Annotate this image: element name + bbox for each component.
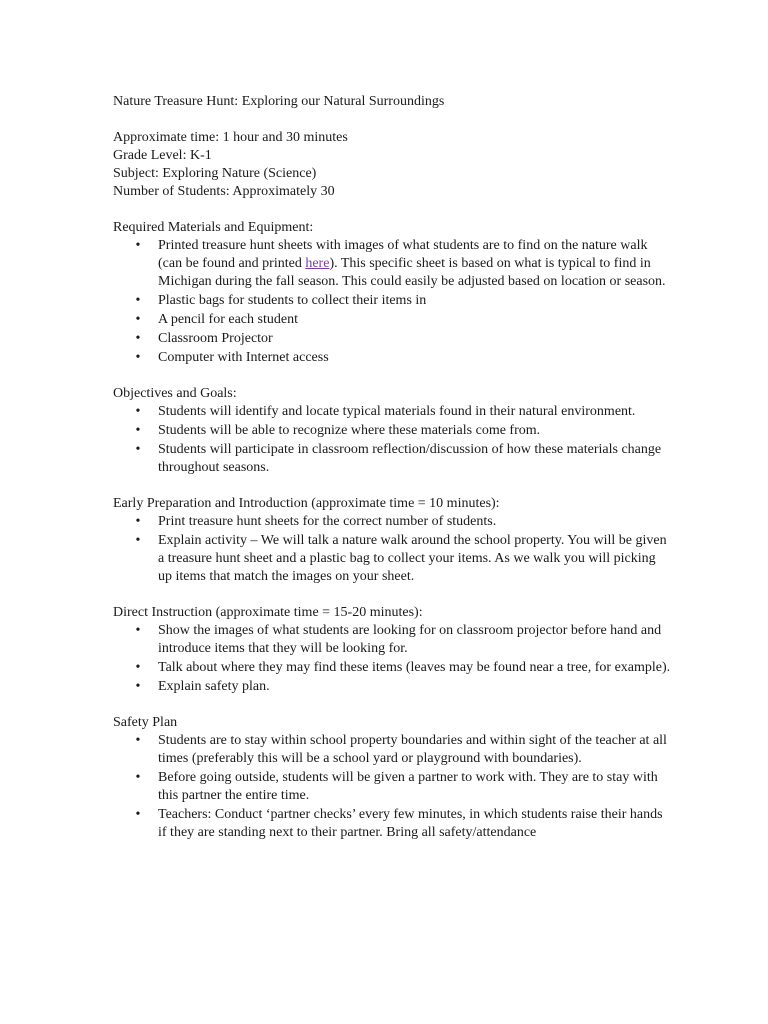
document-body: [113, 93, 673, 860]
list-item-text: Students will participate in classroom reflection/discussion of how these materials change throughout seasons.: [158, 442, 662, 475]
bullet-icon: •: [135, 733, 141, 748]
bullet-icon: •: [135, 350, 141, 365]
list-item-text: Printed treasure hunt sheets with images of what students are to find on the nature walk (can be found and printed: [158, 238, 648, 271]
direct-instruction-list: [113, 622, 673, 696]
list-item: [113, 806, 673, 842]
direct-instruction-section: [113, 604, 673, 696]
bullet-icon: •: [135, 807, 141, 822]
list-item-text: Talk about where they may find these items (leaves may be found near a tree, for example).: [158, 660, 671, 675]
early-prep-heading: Early Preparation and Introduction (approximate time = 10 minutes):: [113, 496, 500, 511]
materials-list: [113, 237, 673, 367]
list-item-text: Students will be able to recognize where these materials come from.: [158, 423, 541, 438]
list-item: [113, 330, 673, 348]
bullet-icon: •: [135, 623, 141, 638]
list-item-text: Computer with Internet access: [158, 350, 329, 365]
list-item: [113, 769, 673, 805]
safety-plan-list: [113, 732, 673, 842]
page-title: Nature Treasure Hunt: Exploring our Natural Surroundings: [113, 94, 445, 109]
approximate-time: Approximate time: 1 hour and 30 minutes: [113, 130, 348, 145]
list-item: [113, 441, 673, 477]
list-item-text: Explain activity – We will talk a nature walk around the school property. You will be given a treasure hunt sheet and a plastic bag to collect your items. As we walk you will picking up items that match the images on your sheet.: [158, 533, 667, 584]
bullet-icon: •: [135, 331, 141, 346]
list-item: [113, 237, 673, 291]
list-item-text: Show the images of what students are looking for on classroom projector before hand and introduce items that they will be looking for.: [158, 623, 662, 656]
list-item: [113, 403, 673, 421]
bullet-icon: •: [135, 293, 141, 308]
list-item: [113, 292, 673, 310]
number-of-students: Number of Students: Approximately 30: [113, 184, 335, 199]
objectives-section: [113, 385, 673, 477]
list-item-text: A pencil for each student: [158, 312, 298, 327]
objectives-list: [113, 403, 673, 477]
bullet-icon: •: [135, 312, 141, 327]
list-item-text: Teachers: Conduct ‘partner checks’ every few minutes, in which students raise their hands if they are standing next to their partner. Bring all safety/attendance: [158, 807, 663, 840]
list-item: [113, 659, 673, 677]
list-item: [113, 678, 673, 696]
bullet-icon: •: [135, 660, 141, 675]
bullet-icon: •: [135, 442, 141, 457]
list-item-text: Explain safety plan.: [158, 679, 270, 694]
bullet-icon: •: [135, 423, 141, 438]
bullet-icon: •: [135, 238, 141, 253]
list-item-text: ). This specific sheet is based on what is typical to find in Michigan during the fall season. This could easily be adjusted based on location or season.: [158, 256, 666, 289]
list-item: [113, 311, 673, 329]
subject: Subject: Exploring Nature (Science): [113, 166, 317, 181]
list-item: [113, 532, 673, 586]
objectives-heading: Objectives and Goals:: [113, 386, 237, 401]
list-item-text: Print treasure hunt sheets for the correct number of students.: [158, 514, 497, 529]
bullet-icon: •: [135, 514, 141, 529]
list-item: [113, 513, 673, 531]
lesson-details: [113, 129, 673, 201]
direct-instruction-heading: Direct Instruction (approximate time = 15-20 minutes):: [113, 605, 423, 620]
here-link[interactable]: here: [305, 256, 330, 271]
safety-plan-heading: Safety Plan: [113, 715, 178, 730]
bullet-icon: •: [135, 533, 141, 548]
materials-section: [113, 219, 673, 367]
list-item: [113, 732, 673, 768]
early-prep-list: [113, 513, 673, 586]
safety-plan-section: [113, 714, 673, 842]
list-item-text: Classroom Projector: [158, 331, 273, 346]
materials-heading: Required Materials and Equipment:: [113, 220, 314, 235]
early-prep-section: [113, 495, 673, 586]
list-item-text: Students are to stay within school property boundaries and within sight of the teacher at all times (preferably this will be a school yard or playground with boundaries).: [158, 733, 667, 766]
list-item: [113, 622, 673, 658]
bullet-icon: •: [135, 679, 141, 694]
list-item-text: Before going outside, students will be given a partner to work with. They are to stay with this partner the entire time.: [158, 770, 658, 803]
grade-level: Grade Level: K-1: [113, 148, 212, 163]
list-item: [113, 349, 673, 367]
bullet-icon: •: [135, 770, 141, 785]
list-item: [113, 422, 673, 440]
list-item-text: Students will identify and locate typical materials found in their natural environment.: [158, 404, 636, 419]
bullet-icon: •: [135, 404, 141, 419]
list-item-text: Plastic bags for students to collect their items in: [158, 293, 427, 308]
